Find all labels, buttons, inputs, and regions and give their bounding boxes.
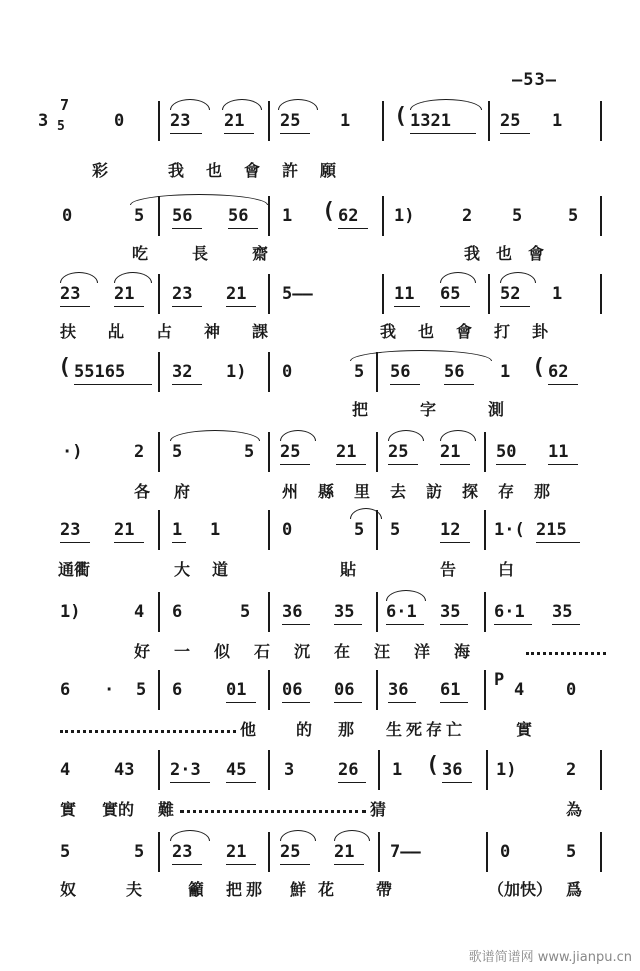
- note: 21: [226, 842, 247, 862]
- barline: [600, 750, 602, 790]
- note: 56: [228, 206, 249, 226]
- note: 21: [114, 284, 135, 304]
- note: 35: [334, 602, 355, 622]
- note: 6·1: [494, 602, 525, 622]
- underline: [282, 702, 310, 703]
- barline: [484, 432, 486, 472]
- note: 5: [134, 206, 145, 226]
- slur: [114, 272, 152, 283]
- barline: [268, 274, 270, 314]
- barline: [376, 510, 378, 550]
- lyric: 他: [240, 720, 257, 739]
- note: 1): [60, 602, 81, 622]
- note: 56: [390, 362, 411, 382]
- note: 25: [280, 842, 301, 862]
- note: 25: [280, 442, 301, 462]
- underline: [226, 864, 256, 865]
- note: 1): [394, 206, 415, 226]
- note: 56: [172, 206, 193, 226]
- barline: [268, 432, 270, 472]
- note: 06: [334, 680, 355, 700]
- note: 5: [134, 842, 145, 862]
- underline: [552, 624, 580, 625]
- slur: [350, 350, 492, 361]
- lyric: 爲: [566, 880, 583, 899]
- underline: [334, 624, 362, 625]
- note: 35: [440, 602, 461, 622]
- dynamic-mark: P: [494, 670, 505, 690]
- underline: [170, 133, 202, 134]
- underline: [386, 624, 424, 625]
- note: 1: [500, 362, 511, 382]
- slur: [410, 99, 482, 110]
- note: 21: [440, 442, 461, 462]
- underline: [440, 542, 470, 543]
- score-row: [0, 95, 640, 180]
- barline: [268, 352, 270, 392]
- note: 23: [172, 284, 193, 304]
- note: 65: [440, 284, 461, 304]
- note: 5: [566, 842, 577, 862]
- note: 62: [548, 362, 569, 382]
- underline: [172, 542, 186, 543]
- watermark: 歌谱简谱网 www.jianpu.cn: [468, 950, 632, 965]
- note: 0: [282, 520, 293, 540]
- note: 1: [552, 111, 563, 131]
- note: 23: [60, 520, 81, 540]
- underline: [172, 864, 202, 865]
- underline: [226, 702, 256, 703]
- note: 21: [224, 111, 245, 131]
- note: 23: [60, 284, 81, 304]
- note: 23: [172, 842, 193, 862]
- lyric: 鮮花: [290, 880, 347, 899]
- barline: [158, 510, 160, 550]
- note: 6: [60, 680, 71, 700]
- score-row: [0, 346, 640, 424]
- underline: [114, 306, 144, 307]
- barline: [268, 101, 270, 141]
- note: 25: [280, 111, 301, 131]
- score-row: [0, 586, 640, 664]
- slur: [500, 272, 536, 283]
- underline: [224, 133, 254, 134]
- underline: [282, 624, 310, 625]
- score-row: [0, 826, 640, 904]
- underline: [226, 782, 256, 783]
- note: 21: [114, 520, 135, 540]
- dotted-extension: [526, 652, 606, 655]
- note: 4: [134, 602, 145, 622]
- note: 3: [284, 760, 295, 780]
- barline: [600, 101, 602, 141]
- lyric: 大道: [174, 560, 251, 579]
- lyric: 扶乩占神課: [60, 322, 301, 341]
- paren: (: [322, 199, 336, 224]
- barline: [268, 750, 270, 790]
- lyric: 把那: [226, 880, 267, 899]
- note: 56: [444, 362, 465, 382]
- note: 11: [548, 442, 569, 462]
- lyric: 難: [158, 800, 175, 819]
- note: 1: [210, 520, 221, 540]
- barline: [158, 101, 160, 141]
- lyric: 的: [296, 720, 313, 739]
- barline: [600, 274, 602, 314]
- note: 6: [172, 680, 183, 700]
- barline: [486, 750, 488, 790]
- underline: [172, 306, 202, 307]
- note: 55165: [74, 362, 126, 382]
- note: 21: [336, 442, 357, 462]
- slur: [280, 430, 316, 441]
- note: ·: [104, 680, 115, 700]
- underline: [338, 782, 366, 783]
- lyric: 帶: [376, 880, 393, 899]
- barline: [268, 832, 270, 872]
- note: 11: [394, 284, 415, 304]
- lyric: 籲: [188, 880, 205, 899]
- barline: [488, 101, 490, 141]
- barline: [376, 670, 378, 710]
- note: 1321: [410, 111, 451, 131]
- underline: [440, 306, 470, 307]
- barline: [158, 352, 160, 392]
- dotted-extension: [180, 810, 366, 813]
- barline: [382, 196, 384, 236]
- note: 12: [440, 520, 461, 540]
- underline: [388, 464, 418, 465]
- note: 1: [172, 520, 183, 540]
- slur: [388, 430, 424, 441]
- note: 25: [388, 442, 409, 462]
- paren: (: [394, 104, 408, 129]
- note: 5: [568, 206, 579, 226]
- note: 25: [500, 111, 521, 131]
- note: 50: [496, 442, 517, 462]
- barline: [600, 196, 602, 236]
- note: 36: [442, 760, 463, 780]
- barline: [382, 274, 384, 314]
- note: 1: [392, 760, 403, 780]
- underline: [280, 133, 310, 134]
- note: 5: [172, 442, 183, 462]
- note: 5: [512, 206, 523, 226]
- lyric: 實: [516, 720, 533, 739]
- underline: [410, 133, 476, 134]
- barline: [378, 750, 380, 790]
- note: 62: [338, 206, 359, 226]
- lyric: 我也會打卦: [380, 322, 571, 341]
- underline: [444, 384, 474, 385]
- barline: [158, 750, 160, 790]
- underline: [60, 542, 90, 543]
- barline: [486, 832, 488, 872]
- paren: (: [58, 355, 72, 380]
- barline: [376, 432, 378, 472]
- lyric: 州縣里去訪探存那: [282, 482, 571, 501]
- dotted-extension: [60, 730, 236, 733]
- note: 45: [226, 760, 247, 780]
- note: 2: [462, 206, 473, 226]
- paren: (: [426, 753, 440, 778]
- lyric: 彩: [92, 161, 109, 180]
- note: 61: [440, 680, 461, 700]
- note: 1·(: [494, 520, 525, 540]
- note: 43: [114, 760, 135, 780]
- note: 6: [172, 602, 183, 622]
- note: 1: [552, 284, 563, 304]
- underline: [496, 464, 526, 465]
- underline: [494, 624, 532, 625]
- note: 0: [114, 111, 125, 131]
- note: 36: [388, 680, 409, 700]
- lyric: （加快）: [488, 880, 553, 899]
- note: 32: [172, 362, 193, 382]
- lyric: 為: [566, 800, 583, 819]
- lyric: 實的: [102, 800, 135, 819]
- underline: [500, 133, 530, 134]
- score-row: [0, 190, 640, 268]
- slur: [440, 430, 476, 441]
- note: 4: [514, 680, 525, 700]
- note: 1: [282, 206, 293, 226]
- note: 5: [240, 602, 251, 622]
- barline: [484, 510, 486, 550]
- underline: [390, 384, 420, 385]
- lyric: 那: [338, 720, 355, 739]
- barline: [600, 832, 602, 872]
- note: 1): [496, 760, 517, 780]
- barline: [158, 832, 160, 872]
- barline: [268, 196, 270, 236]
- note: 0: [566, 680, 577, 700]
- lyric: 我也會許願: [168, 161, 359, 180]
- paren: (: [532, 355, 546, 380]
- underline: [338, 228, 368, 229]
- note-grace: 7: [60, 96, 70, 114]
- underline: [334, 864, 364, 865]
- underline: [548, 384, 578, 385]
- barline: [158, 670, 160, 710]
- lyric: 吃長齋: [132, 244, 313, 263]
- underline: [334, 702, 362, 703]
- note: 0: [282, 362, 293, 382]
- barline: [382, 101, 384, 141]
- slur: [386, 590, 426, 601]
- underline: [74, 384, 152, 385]
- note: ·): [62, 442, 83, 462]
- underline: [336, 464, 366, 465]
- barline: [376, 592, 378, 632]
- lyric: 猜: [370, 800, 387, 819]
- barline: [158, 432, 160, 472]
- lyric: 好一似石沉在汪洋海: [134, 642, 495, 661]
- note: 3: [38, 111, 49, 131]
- note: 21: [226, 284, 247, 304]
- lyric: 貼: [340, 560, 357, 579]
- lyric: 把字測: [352, 400, 557, 419]
- underline: [172, 228, 202, 229]
- score-row: [0, 744, 640, 822]
- note: 5: [354, 362, 365, 382]
- underline: [60, 306, 90, 307]
- score-row: [0, 664, 640, 742]
- underline: [280, 464, 310, 465]
- slur: [280, 830, 316, 841]
- score-row: [0, 504, 640, 582]
- underline: [440, 624, 468, 625]
- note: 5: [136, 680, 147, 700]
- note: 0: [62, 206, 73, 226]
- underline: [228, 228, 258, 229]
- barline: [158, 274, 160, 314]
- note: 0: [500, 842, 511, 862]
- slur: [170, 830, 210, 841]
- underline: [500, 306, 530, 307]
- barline: [376, 352, 378, 392]
- underline: [536, 542, 580, 543]
- underline: [440, 464, 470, 465]
- note: 1: [340, 111, 351, 131]
- note: 7——: [390, 842, 421, 862]
- slur: [170, 99, 210, 110]
- note: 06: [282, 680, 303, 700]
- lyric: 生死存亡: [386, 720, 467, 739]
- note: 26: [338, 760, 359, 780]
- note: 21: [334, 842, 355, 862]
- note: 1): [226, 362, 247, 382]
- underline: [170, 782, 210, 783]
- lyric: 我也會: [464, 244, 561, 263]
- barline: [158, 592, 160, 632]
- note: 5——: [282, 284, 313, 304]
- slur: [222, 99, 262, 110]
- slur: [130, 194, 268, 205]
- note: 4: [60, 760, 71, 780]
- underline: [172, 384, 202, 385]
- note: 52: [500, 284, 521, 304]
- lyric: 各府: [134, 482, 215, 501]
- slur: [60, 272, 98, 283]
- underline: [440, 702, 468, 703]
- slur: [278, 99, 318, 110]
- underline: [226, 306, 256, 307]
- note: 2: [134, 442, 145, 462]
- lyric: 告白: [440, 560, 557, 579]
- barline: [268, 592, 270, 632]
- slur: [334, 830, 370, 841]
- barline: [484, 670, 486, 710]
- barline: [484, 592, 486, 632]
- score-row: [0, 426, 640, 504]
- underline: [388, 702, 416, 703]
- lyric: 實: [60, 800, 77, 819]
- lyric: 通衢: [58, 560, 91, 579]
- barline: [378, 832, 380, 872]
- note-grace: 5: [57, 119, 65, 134]
- underline: [114, 542, 144, 543]
- underline: [280, 864, 310, 865]
- barline: [268, 670, 270, 710]
- note: 5: [354, 520, 365, 540]
- note: 23: [170, 111, 191, 131]
- slur: [440, 272, 476, 283]
- note: 36: [282, 602, 303, 622]
- note: 5: [60, 842, 71, 862]
- note: 01: [226, 680, 247, 700]
- note: 35: [552, 602, 573, 622]
- note: 215: [536, 520, 567, 540]
- barline: [268, 510, 270, 550]
- lyric: 奴夫: [60, 880, 193, 899]
- barline: [488, 274, 490, 314]
- underline: [394, 306, 420, 307]
- score-row: [0, 268, 640, 346]
- underline: [442, 782, 472, 783]
- note: 2: [566, 760, 577, 780]
- note: 5: [390, 520, 401, 540]
- page-number: —53—: [512, 70, 557, 90]
- underline: [548, 464, 578, 465]
- note: 5: [244, 442, 255, 462]
- note: 2·3: [170, 760, 201, 780]
- note: 6·1: [386, 602, 417, 622]
- slur: [170, 430, 260, 441]
